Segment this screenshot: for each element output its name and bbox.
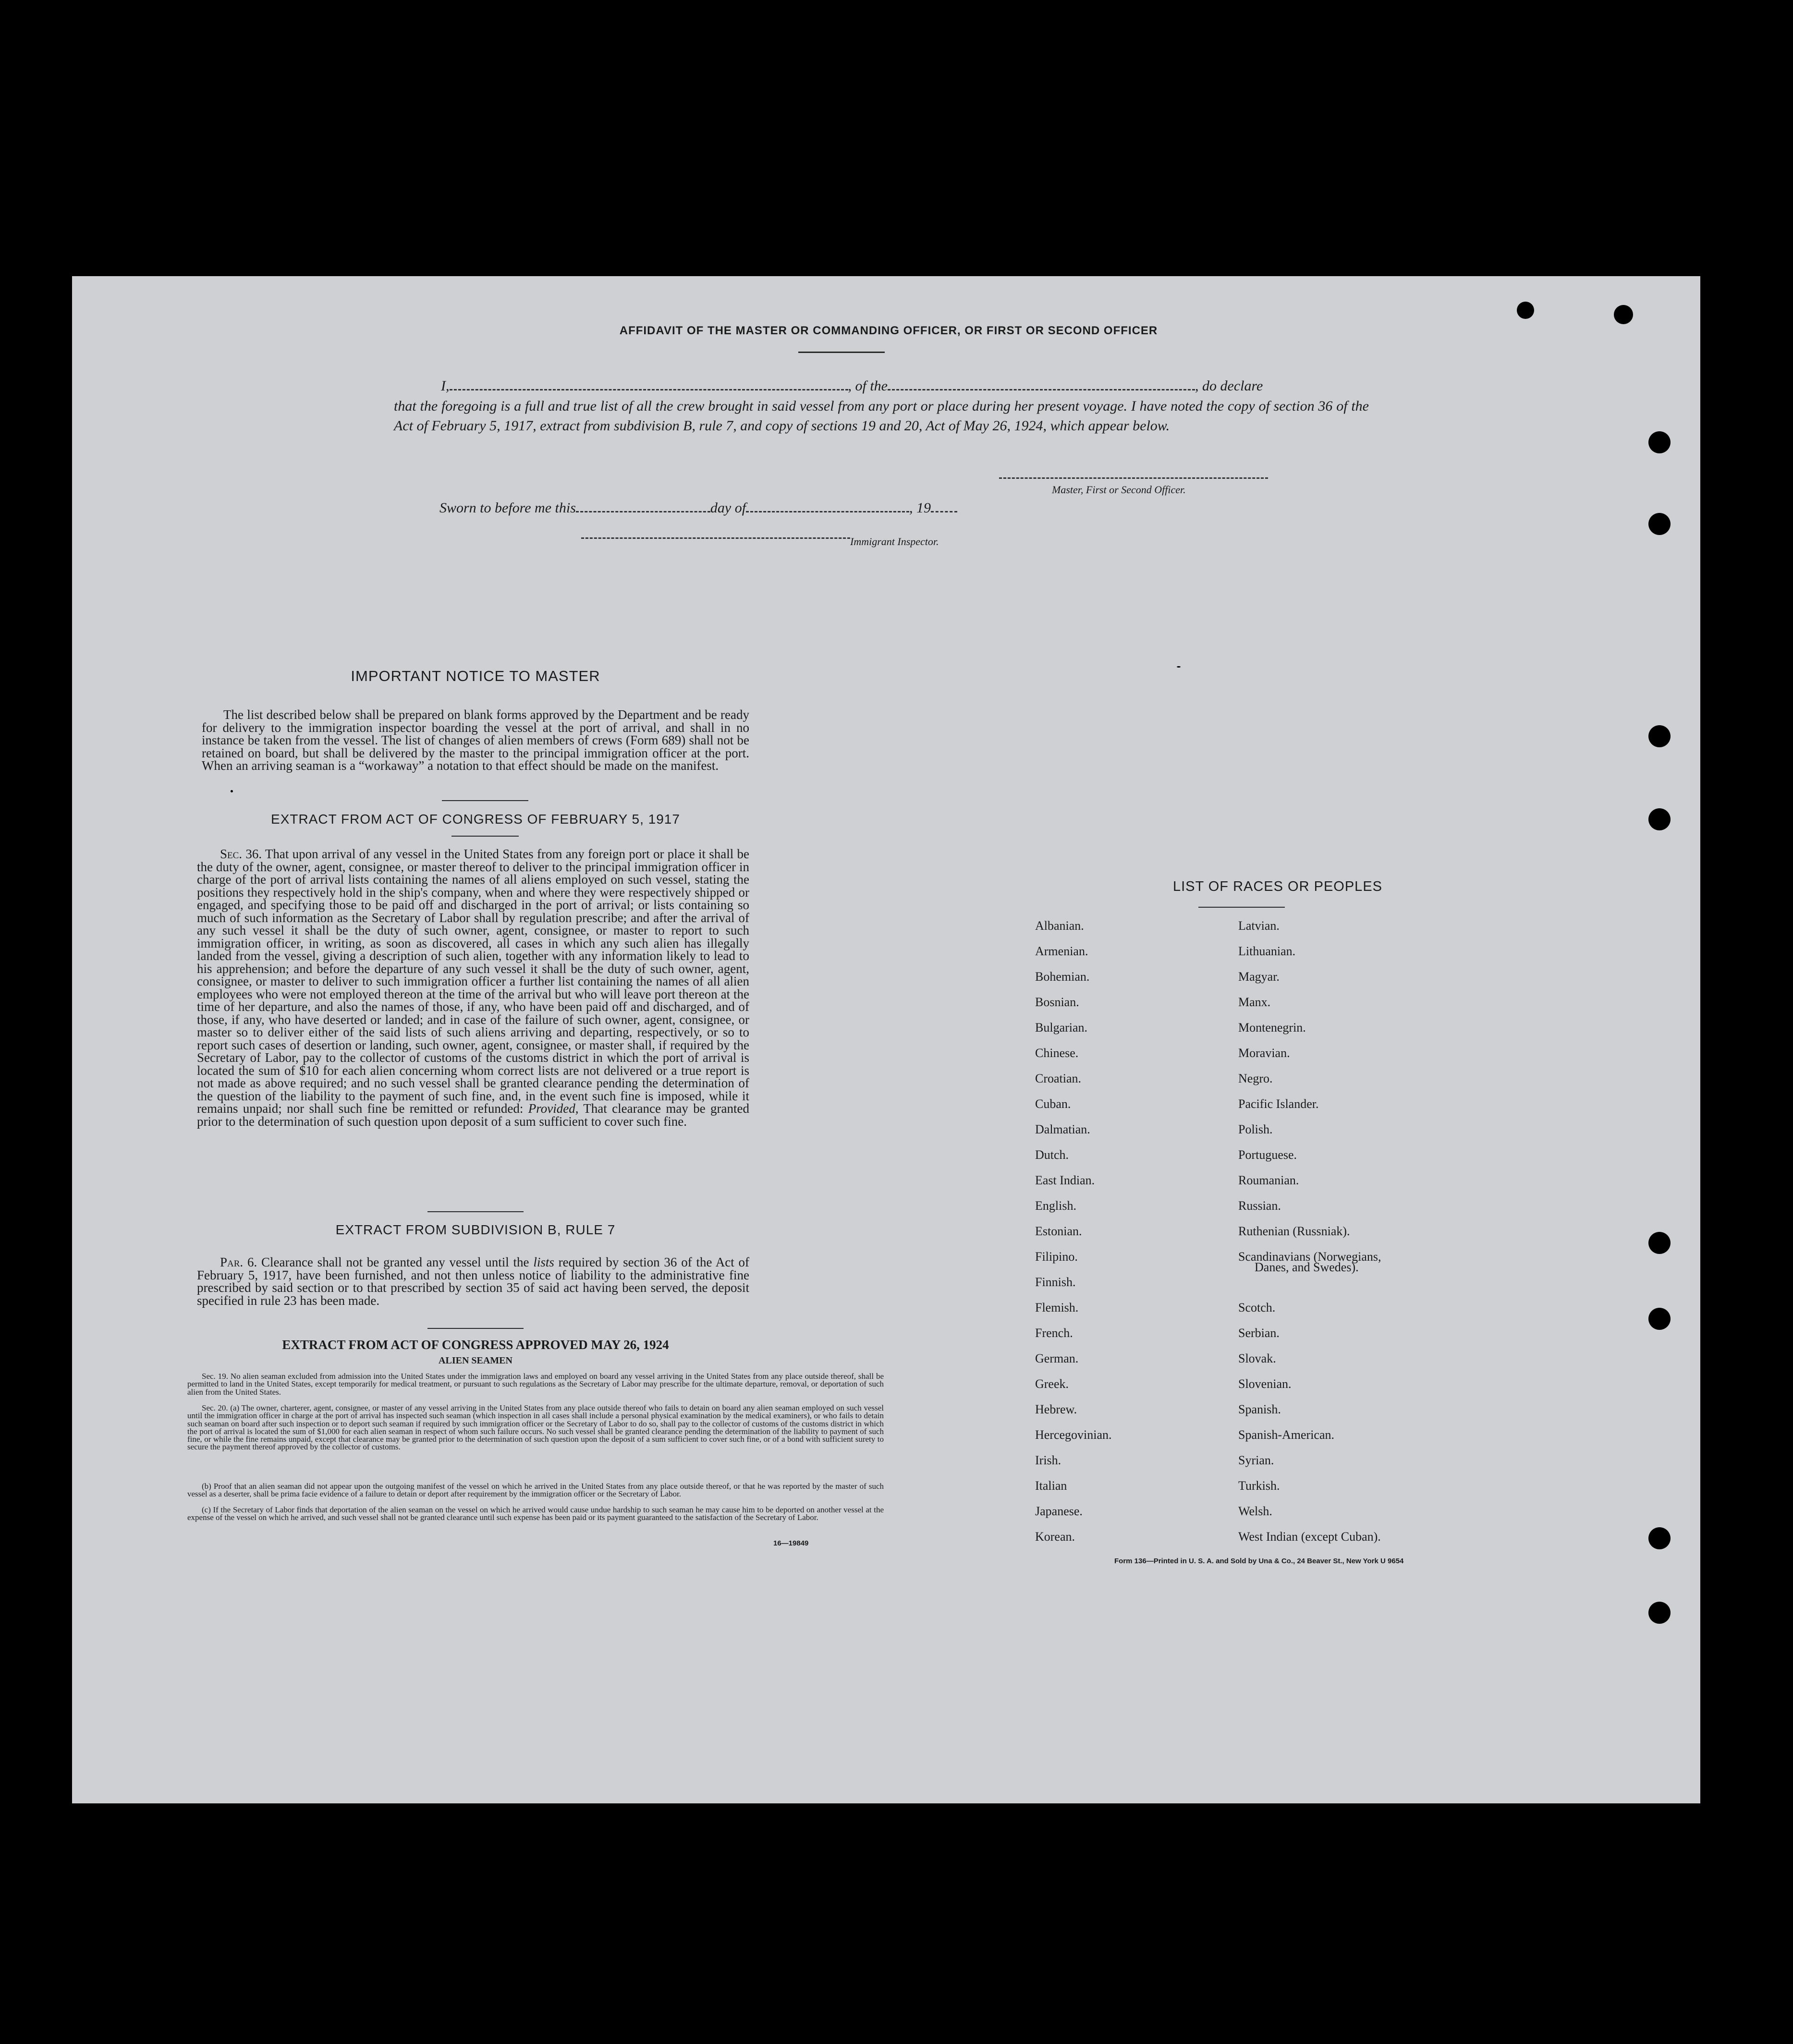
race-item: East Indian. xyxy=(1035,1173,1095,1187)
race-item: Montenegrin. xyxy=(1238,1021,1306,1034)
year-field[interactable] xyxy=(931,498,957,512)
rule-7-top-rule xyxy=(427,1211,524,1212)
races-rule xyxy=(1198,907,1285,908)
scan-speck xyxy=(1177,666,1181,668)
sworn-prefix: Sworn to before me this xyxy=(439,500,576,516)
punch-hole xyxy=(1648,725,1671,747)
race-item: Negro. xyxy=(1238,1071,1273,1085)
declaration-line xyxy=(441,376,1263,394)
scandinavians-continuation: Danes, and Swedes). xyxy=(1255,1260,1359,1274)
race-item: West Indian (except Cuban). xyxy=(1238,1530,1381,1544)
extract-1924-title: EXTRACT FROM ACT OF CONGRESS APPROVED MAY 26, 1924 xyxy=(282,1338,669,1352)
race-item: Estonian. xyxy=(1035,1224,1082,1238)
day-of-text: day of xyxy=(710,500,746,516)
race-item: Hebrew. xyxy=(1035,1402,1077,1416)
punch-hole xyxy=(1517,302,1534,319)
sec-36-body-end: That clearance may be granted prior to the determination of such question upon deposit of a sum sufficient to cover such fine. xyxy=(197,1101,749,1129)
rule-1924-top-rule xyxy=(427,1328,524,1329)
extract-1917-rule xyxy=(451,836,519,837)
race-item: Serbian. xyxy=(1238,1326,1280,1340)
race-item: Spanish-American. xyxy=(1238,1428,1335,1442)
section-20b-text: (b) Proof that an alien seaman did not appear upon the outgoing manifest of the vessel on which he arrived in the United States from any place outside thereof, or that he was reported by the master of such vessel as a deserter, shall be prima facie evidence of a failure to detain or deport after requirement by the immigration officer or the Secretary of Labor. xyxy=(187,1482,884,1499)
month-field[interactable] xyxy=(746,498,909,512)
rule-7-body-a: Clearance shall not be granted any vessel until the xyxy=(261,1255,529,1269)
alien-seamen-subtitle: ALIEN SEAMEN xyxy=(439,1355,512,1366)
race-item: Chinese. xyxy=(1035,1046,1079,1060)
intro-i: I, xyxy=(441,378,450,394)
year-prefix: , 19 xyxy=(909,500,931,516)
lists-word: lists xyxy=(533,1255,554,1269)
of-the-text: , of the xyxy=(848,378,888,394)
race-item: Scandinavians (Norwegians, xyxy=(1238,1250,1381,1264)
race-item: Slovenian. xyxy=(1238,1377,1292,1391)
affidavit-title: AFFIDAVIT OF THE MASTER OR COMMANDING OFFICER, OR FIRST OR SECOND OFFICER xyxy=(619,324,1158,337)
punch-hole xyxy=(1648,1308,1671,1330)
inspector-signature-field[interactable] xyxy=(581,531,850,539)
notice-title: IMPORTANT NOTICE TO MASTER xyxy=(351,668,600,684)
inspector-caption: Immigrant Inspector. xyxy=(850,535,939,548)
affidavit-body: that the foregoing is a full and true list of all the crew brought in said vessel from any port or place during her present voyage. I have noted the copy of section 36 of the Act of February 5, 1917, extract from subdivision B, rule 7, and copy of sections 19 and 20, Act of May 26, 1924, which appear below. xyxy=(394,398,1369,434)
name-field[interactable] xyxy=(450,376,848,390)
form-footer: Form 136—Printed in U. S. A. and Sold by Una & Co., 24 Beaver St., New York U 9654 xyxy=(1114,1557,1404,1565)
race-item: Ruthenian (Russniak). xyxy=(1238,1224,1350,1238)
extract-1917-title: EXTRACT FROM ACT OF CONGRESS OF FEBRUARY 5, 1917 xyxy=(271,812,680,827)
race-item: Albanian. xyxy=(1035,919,1084,933)
race-item: Bosnian. xyxy=(1035,995,1079,1009)
race-item: Scotch. xyxy=(1238,1301,1276,1314)
race-item: Armenian. xyxy=(1035,944,1088,958)
sec-36-label: Sec. 36. xyxy=(220,847,262,861)
race-item: Syrian. xyxy=(1238,1453,1274,1467)
notice-body: The list described below shall be prepared on blank forms approved by the Department and be ready for delivery to the immigration inspector boarding the vessel at the port of arrival, and shall in no instance be taken from the vessel. The list of changes of alien members of crews (Form 689) shall not be retained on board, but shall be delivered by the master to the principal immigration officer at the port. When an arriving seaman is a “workaway” a notation to that effect should be made on the manifest. xyxy=(202,707,749,773)
race-item: Finnish. xyxy=(1035,1275,1076,1289)
race-item: German. xyxy=(1035,1351,1079,1365)
race-item: Bulgarian. xyxy=(1035,1021,1088,1034)
races-title: LIST OF RACES OR PEOPLES xyxy=(1172,879,1383,894)
section-19-text: Sec. 19. No alien seaman excluded from admission into the United States under the immigration laws and employed on board any vessel arriving in the United States from any place outside thereof, shall be permitted to land in the United States, except temporarily for medical treatment, or pursuant to such regulations as the Secretary of Labor may prescribe for the ultimate departure, removal, or deportation of such alien from the United States. xyxy=(187,1372,884,1397)
race-item: Portuguese. xyxy=(1238,1148,1297,1162)
race-item: Lithuanian. xyxy=(1238,944,1296,958)
punch-hole xyxy=(1648,1527,1671,1549)
section-20c-text: (c) If the Secretary of Labor finds that deportation of the alien seaman on the vessel on which he arrived would cause undue hardship to such seaman he may cause him to be deported on another vessel at the expense of the vessel on which he arrived, and such vessel shall not be granted clearance until such expense has been paid or its payment guaranteed to the satisfaction of the Secretary of Labor. xyxy=(187,1505,884,1522)
master-signature-field[interactable] xyxy=(999,471,1268,479)
race-item: Italian xyxy=(1035,1479,1067,1493)
title-rule xyxy=(798,352,885,353)
punch-hole xyxy=(1648,808,1671,830)
rule-7-title: EXTRACT FROM SUBDIVISION B, RULE 7 xyxy=(335,1222,616,1237)
par-6-label: Par. 6. xyxy=(220,1255,257,1269)
race-item: Magyar. xyxy=(1238,970,1280,984)
provided-word: Provided, xyxy=(528,1101,579,1116)
race-item: Polish. xyxy=(1238,1122,1273,1136)
race-item: Dalmatian. xyxy=(1035,1122,1090,1136)
race-item: French. xyxy=(1035,1326,1073,1340)
race-item: Greek. xyxy=(1035,1377,1069,1391)
race-item: Roumanian. xyxy=(1238,1173,1299,1187)
print-code: 16—19849 xyxy=(773,1539,809,1547)
punch-hole xyxy=(1648,513,1671,535)
punch-hole xyxy=(1648,1602,1671,1624)
race-item: Turkish. xyxy=(1238,1479,1280,1493)
race-item: Irish. xyxy=(1035,1453,1061,1467)
section-20a-text: Sec. 20. (a) The owner, charterer, agent, consignee, or master of any vessel arriving in the United States from any place outside thereof who fails to detain on board any alien seaman employed on such vessel until the immigration officer in charge at the port of arrival has inspected such seaman (which inspection in all cases shall include a personal physical examination by the medical examiners), or who fails to detain such seaman on board after such inspection or to deport such seaman if required by such immigration officer or the Secretary of Labor to do so, shall pay to the collector of customs of the customs district in which the port of arrival is located the sum of $1,000 for each alien seaman in respect of whom such failure occurs. No such vessel shall be granted clearance pending the determination of the liability to payment of such fine, or while the fine remains unpaid, except that clearance may be granted prior to the determination of such question upon the deposit of a sum sufficient to cover such fine, or of a bond with sufficient surety to secure the payment thereof approved by the collector of customs. xyxy=(187,1403,884,1452)
rule-7-text xyxy=(197,1256,749,1307)
race-item: Pacific Islander. xyxy=(1238,1097,1319,1111)
sworn-line xyxy=(439,498,957,516)
race-item: Spanish. xyxy=(1238,1402,1281,1416)
race-item: Latvian. xyxy=(1238,919,1280,933)
race-item: Slovak. xyxy=(1238,1351,1276,1365)
race-item: Cuban. xyxy=(1035,1097,1071,1111)
race-item: Japanese. xyxy=(1035,1504,1083,1518)
scan-speck xyxy=(231,790,233,792)
form-page xyxy=(72,276,1700,1803)
race-item: Bohemian. xyxy=(1035,970,1090,984)
master-caption: Master, First or Second Officer. xyxy=(1052,484,1186,496)
race-item: Moravian. xyxy=(1238,1046,1290,1060)
race-item: Russian. xyxy=(1238,1199,1281,1213)
race-item: Manx. xyxy=(1238,995,1271,1009)
race-item: Filipino. xyxy=(1035,1250,1078,1264)
race-item: English. xyxy=(1035,1199,1076,1213)
race-item: Flemish. xyxy=(1035,1301,1079,1314)
punch-hole xyxy=(1648,431,1671,453)
race-item: Dutch. xyxy=(1035,1148,1069,1162)
race-item: Croatian. xyxy=(1035,1071,1082,1085)
punch-hole xyxy=(1614,305,1633,324)
race-item: Hercegovinian. xyxy=(1035,1428,1112,1442)
rule-7-body-b: required by section 36 of the Act of February 5, 1917, have been furnished, and not then unless notice of liability to the administrative fine prescribed by said section or to that prescribed by section 35 of said act having been served, the deposit specified in rule 23 has been made. xyxy=(197,1255,749,1308)
notice-rule xyxy=(442,800,528,801)
do-declare-text: , do declare xyxy=(1195,378,1263,394)
day-field[interactable] xyxy=(576,498,710,512)
sec-36-body: That upon arrival of any vessel in the United States from any foreign port or place it shall be the duty of the owner, agent, consignee, or master thereof to deliver to the principal immigration officer in charge of the port of arrival lists containing the names of all aliens employed on such vessel, stating the positions they respectively hold in the ship's company, when and where they were respectively shipped or engaged, and specifying those to be paid off and discharged in the port of arrival; or lists containing so much of such information as the Secretary of Labor shall by regulation prescribe; and after the arrival of any such vessel it shall be the duty of such owner, agent, consignee, or master to report to such immigration officer, in writing, as soon as discovered, all cases in which any such alien has illegally landed from the vessel, giving a description of such alien, together with any information likely to lead to his apprehension; and before the departure of any such vessel it shall be the duty of such owner, agent, consignee, or master to deliver to such immigration officer a further list containing the names of all alien employees who were not employed thereon at the time of the arrival but who will leave port thereon at the time of her departure, and also the names of those, if any, who have been paid off and discharged, and of those, if any, who have deserted or landed; and in case of the failure of such owner, agent, consignee, or master so to deliver either of the said lists of such aliens arriving and departing, respectively, or so to report such cases of desertion or landing, such owner, agent, consignee, or master shall, if required by the Secretary of Labor, pay to the collector of customs of the customs district in which the port of arrival is located the sum of $10 for each alien concerning whom correct lists are not delivered or a true report is not made as above required; and no such vessel shall be granted clearance pending the determination of the question of the liability to the payment of such fine, and, in the event such fine is imposed, while it remains unpaid; nor shall such fine be remitted or refunded: xyxy=(197,847,750,1116)
section-36-text xyxy=(197,848,749,1128)
race-item: Korean. xyxy=(1035,1530,1075,1544)
race-item: Welsh. xyxy=(1238,1504,1272,1518)
vessel-field[interactable] xyxy=(888,376,1195,390)
punch-hole xyxy=(1648,1232,1671,1254)
